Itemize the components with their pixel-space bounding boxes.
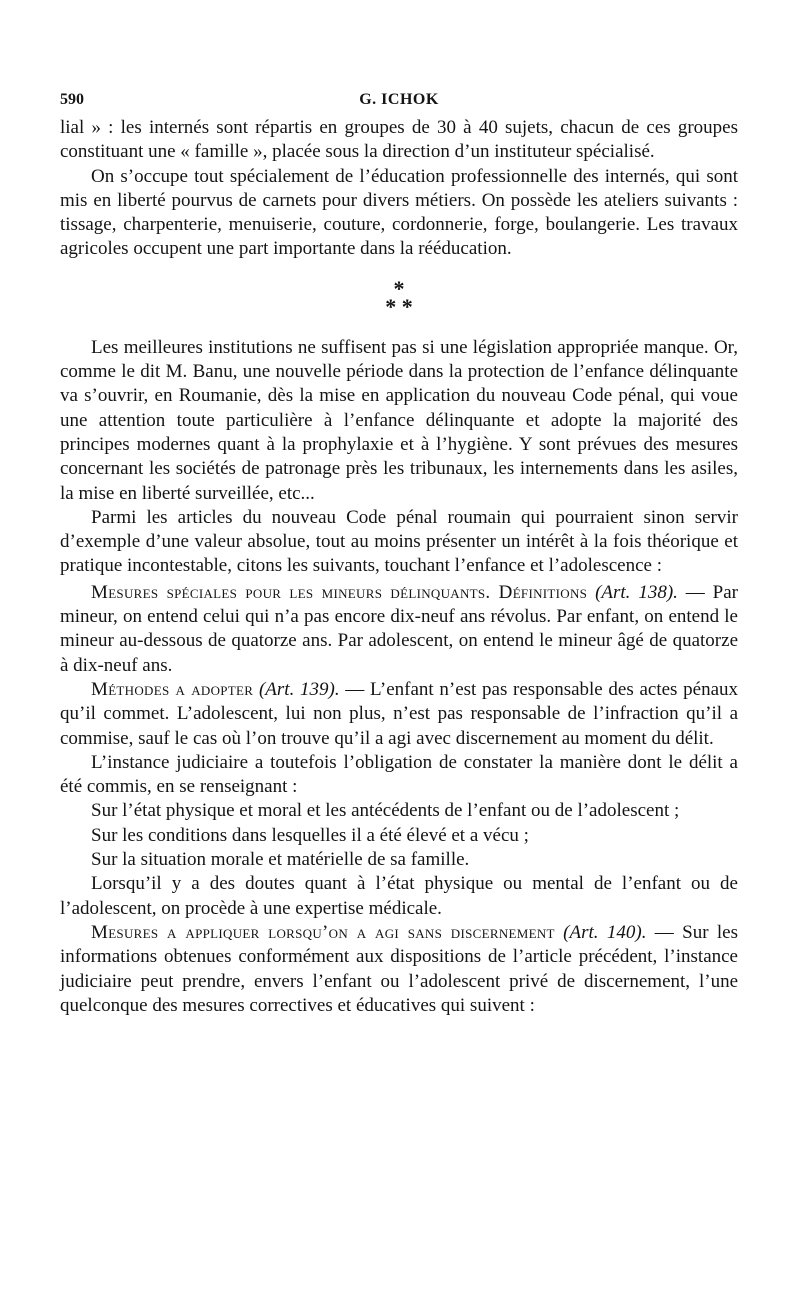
article-ref-140: (Art. 140). — [563, 921, 647, 943]
article-body-138: — Par mineur, on entend celui qui n’a pas encore dix-neuf ans révolus. Par enfant, on entend le mineur au-dessous de quatorze ans. Par adolescent, on entend le mineur âgé de quatorze à dix-neuf ans. — [60, 581, 739, 676]
paragraph-6 — [60, 678, 738, 751]
paragraph-2: On s’occupe tout spécialement de l’éducation professionnelle des internés, qui sont mis en liberté pourvus de carnets pour divers métiers. On possède les ateliers suivants : tissage, charpenterie, menuiserie, couture, cordonnerie, forge, boulangerie. Les travaux agricoles occupent une part importante dans la rééducation. — [60, 165, 738, 260]
paragraph-11: Lorsqu’il y a des doutes quant à l’état physique ou mental de l’enfant ou de l’adolescent, on procède à une expertise médicale. — [60, 873, 738, 919]
section-break-star-bottom: * * — [385, 293, 413, 319]
paragraph-10: Sur la situation morale et matérielle de sa famille. — [91, 849, 470, 871]
paragraph-4: Parmi les articles du nouveau Code pénal roumain qui pourraient sinon servir d’exemple d’une valeur absolue, tout au moins présenter un intérêt à la fois théorique et pratique incontestable, citons les suivants, touchant l’enfance et l’adolescence : — [60, 506, 738, 577]
paragraph-5 — [60, 581, 738, 678]
section-break — [60, 275, 738, 319]
paragraph-9: Sur les conditions dans lesquelles il a été élevé et a vécu ; — [91, 824, 529, 846]
article-ref-138: (Art. 138). — [595, 581, 678, 603]
article-heading-139: Méthodes a adopter — [91, 678, 254, 700]
running-head: G. ICHOK — [359, 91, 439, 108]
paragraph-7: L’instance judiciaire a toutefois l’obligation de constater la manière dont le délit a été commis, en se renseignant : — [60, 751, 738, 798]
article-heading-138: Mesures spéciales pour les mineurs délinquants. Définitions — [91, 581, 588, 603]
article-body-139: — L’enfant n’est pas responsable des actes pénaux qu’il commet. L’adolescent, lui non plus, n’est pas responsable de l’infraction qu’il a commise, sauf le cas où l’on trouve qu’il a agi avec discernement au moment du délit. — [60, 678, 739, 749]
page-header — [60, 86, 738, 116]
paragraph-12 — [60, 921, 738, 1018]
paragraph-1: lial » : les internés sont répartis en groupes de 30 à 40 sujets, chacun de ces groupes constituant une « famille », placée sous la direction d’un instituteur spécialisé. — [60, 117, 738, 163]
paragraph-3: Les meilleures institutions ne suffisent pas si une législation appropriée manque. Or, comme le dit M. Banu, une nouvelle période dans la protection de l’enfance délinquante va s’ouvrir, en Roumanie, dès la mise en application du nouveau Code pénal, qui voue une attention toute particulière à l’enfance délinquante et adopte la majorité des principes modernes quant à la prophylaxie et à l’hygiène. Y sont prévues des mesures concernant les sociétés de patronage près les tribunaux, les internements dans les asiles, la mise en liberté surveillée, etc... — [60, 336, 738, 504]
section-break-star-top: * — [393, 275, 405, 301]
article-body-140: — Sur les informations obtenues conformément aux dispositions de l’article précédent, l’instance judiciaire peut prendre, envers l’enfant ou l’adolescent privé de discernement, l’une quelconque des mesures correctives et éducatives qui suivent : — [60, 921, 739, 1016]
article-ref-139: (Art. 139). — [258, 678, 340, 700]
paragraph-8: Sur l’état physique et moral et les antécédents de l’enfant ou de l’adolescent ; — [91, 800, 680, 822]
article-heading-140: Mesures a appliquer lorsqu’on a agi sans discernement — [91, 921, 555, 943]
document-page — [60, 86, 738, 1018]
page-number: 590 — [60, 91, 84, 108]
